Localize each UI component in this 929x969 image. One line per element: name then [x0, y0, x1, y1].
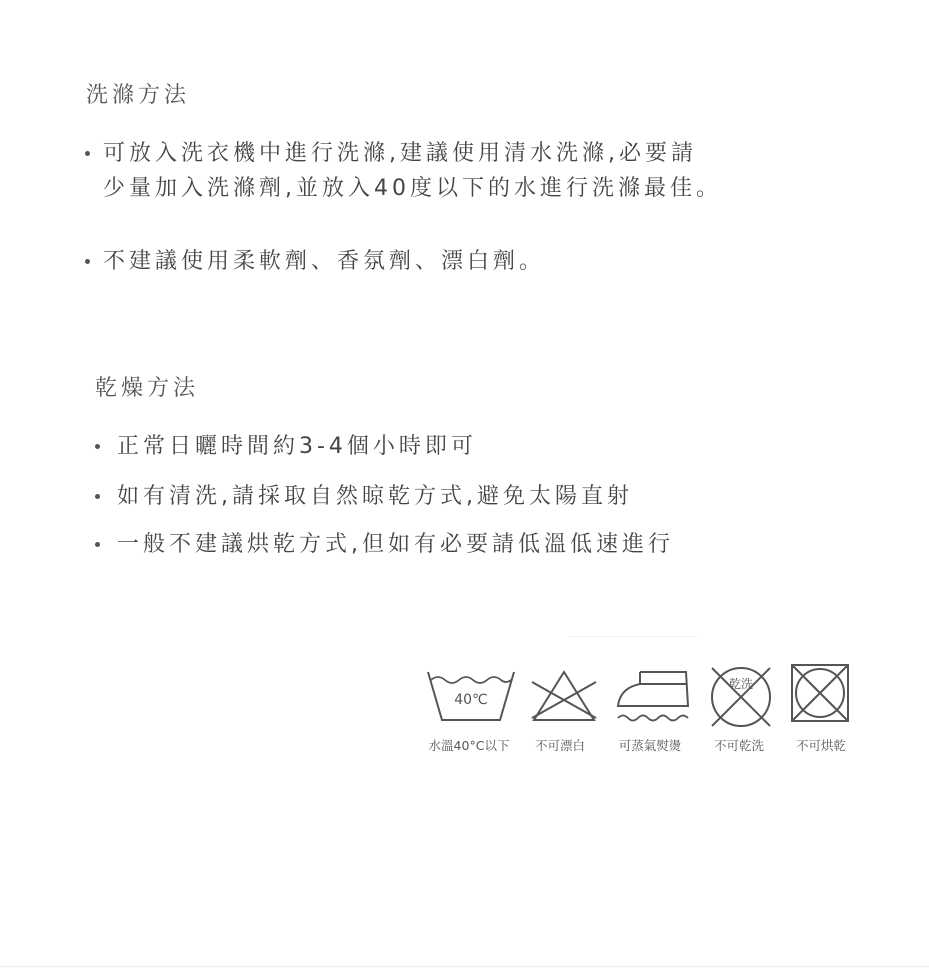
divider-line: [568, 636, 698, 637]
washing-bullet-2: 不建議使用柔軟劑、香氛劑、漂白劑。: [103, 249, 546, 274]
wash-40c-label: 水溫40°C以下: [428, 738, 510, 753]
steam-iron-label: 可蒸氣熨燙: [618, 738, 682, 753]
steam-iron-icon: [614, 662, 694, 724]
no-bleach-icon: [528, 662, 600, 724]
no-bleach-label: 不可漂白: [534, 738, 586, 753]
care-symbol-no-tumble-dry: [788, 662, 852, 724]
drying-bullet-2: 如有清洗,請採取自然晾乾方式,避免太陽直射: [117, 484, 633, 509]
no-dry-clean-label: 不可乾洗: [713, 738, 765, 753]
no-dry-clean-icon: [708, 662, 774, 728]
care-symbol-no-dry-clean: [708, 662, 774, 728]
drying-method-title: 乾燥方法: [95, 376, 200, 401]
no-tumble-dry-label: 不可烘乾: [795, 738, 847, 753]
no-dry-clean-inner-text: 乾洗: [728, 677, 754, 691]
no-tumble-dry-icon: [788, 662, 852, 724]
bottom-divider: [0, 966, 929, 967]
care-symbol-no-bleach: [528, 662, 600, 724]
washing-bullet-dot-2: [85, 259, 90, 264]
washing-method-title: 洗滌方法: [86, 83, 191, 108]
care-symbol-steam-iron: [614, 662, 694, 724]
drying-bullet-dot-1: [95, 444, 100, 449]
care-symbol-wash-40c: [426, 662, 516, 724]
wash-40c-inner-text: 40℃: [454, 692, 488, 708]
wash-40c-icon: [426, 662, 516, 724]
washing-bullet-dot-1: [85, 151, 90, 156]
drying-bullet-3: 一般不建議烘乾方式,但如有必要請低溫低速進行: [117, 532, 674, 557]
washing-bullet-1-line-1: 可放入洗衣機中進行洗滌,建議使用清水洗滌,必要請: [103, 141, 697, 166]
drying-bullet-dot-2: [95, 494, 100, 499]
washing-bullet-1-line-2: 少量加入洗滌劑,並放入40度以下的水進行洗滌最佳。: [103, 176, 722, 201]
drying-bullet-dot-3: [95, 542, 100, 547]
drying-bullet-1: 正常日曬時間約3-4個小時即可: [117, 434, 477, 459]
